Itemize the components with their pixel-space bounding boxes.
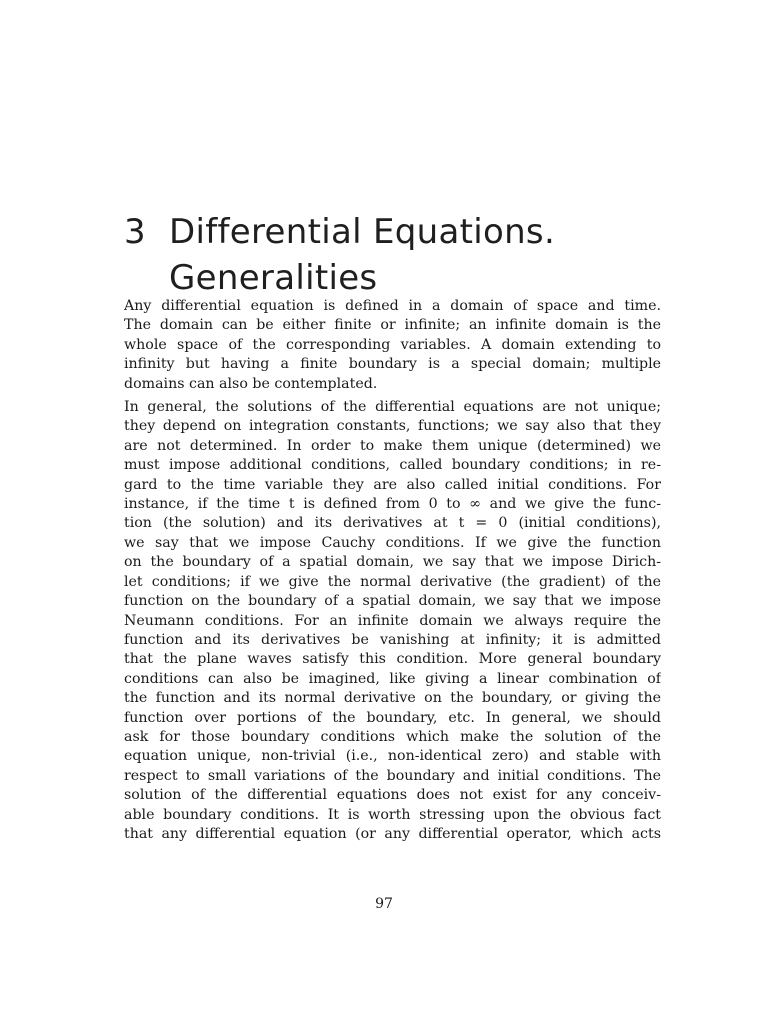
text-line: that the plane waves satisfy this condition. More general boundary	[124, 651, 661, 668]
text-line: In general, the solutions of the differential equations are not unique;	[124, 399, 661, 416]
text-line: infinity but having a finite boundary is a special domain; multiple	[124, 356, 661, 373]
page-number: 97	[375, 896, 393, 912]
text-line: conditions can also be imagined, like giving a linear combination of	[124, 670, 661, 687]
chapter-number: 3	[124, 211, 146, 252]
text-line: are not determined. In order to make them unique (determined) we	[124, 437, 661, 454]
text-line: gard to the time variable they are also called initial conditions. For	[124, 476, 661, 493]
text-line: on the boundary of a spatial domain, we say that we impose Dirich-	[124, 554, 661, 571]
text-line: solution of the differential equations does not exist for any conceiv-	[124, 787, 661, 804]
chapter-heading-row-1	[124, 209, 684, 255]
text-line: we say that we impose Cauchy conditions. If we give the function	[124, 534, 661, 551]
text-line: Neumann conditions. For an infinite domain we always require the	[124, 612, 661, 629]
text-line: they depend on integration constants, functions; we say also that they	[124, 418, 661, 435]
text-line: must impose additional conditions, called boundary conditions; in re-	[124, 457, 661, 474]
text-line: function and its derivatives be vanishing at infinity; it is admitted	[124, 631, 661, 648]
chapter-number-indent	[124, 255, 169, 301]
text-line: that any differential equation (or any differential operator, which acts	[124, 825, 661, 842]
paragraph-1	[124, 297, 661, 394]
text-line: Any differential equation is defined in a domain of space and time.	[124, 298, 661, 314]
text-line: able boundary conditions. It is worth stressing upon the obvious fact	[124, 806, 661, 823]
text-line: the function and its normal derivative on the boundary, or giving the	[124, 690, 661, 707]
text-line: tion (the solution) and its derivatives at t = 0 (initial conditions),	[124, 515, 661, 532]
text-line: domains can also be contemplated.	[124, 375, 378, 392]
text-line: let conditions; if we give the normal derivative (the gradient) of the	[124, 573, 661, 590]
text-line: function over portions of the boundary, etc. In general, we should	[124, 709, 661, 726]
text-line: whole space of the corresponding variables. A domain extending to	[124, 336, 661, 353]
chapter-title-line-1: Differential Equations.	[169, 211, 556, 252]
text-line: instance, if the time t is defined from 0 to ∞ and we give the func-	[124, 496, 661, 513]
chapter-heading-row-2	[124, 255, 684, 301]
text-line: The domain can be either finite or infinite; an infinite domain is the	[124, 317, 661, 334]
body-text	[124, 297, 661, 844]
paragraph-2	[124, 398, 661, 844]
text-line: function on the boundary of a spatial domain, we say that we impose	[124, 593, 661, 610]
chapter-heading	[124, 209, 684, 301]
text-line: equation unique, non-trivial (i.e., non-identical zero) and stable with	[124, 748, 661, 765]
text-line: ask for those boundary conditions which make the solution of the	[124, 728, 661, 745]
text-line: respect to small variations of the boundary and initial conditions. The	[124, 767, 661, 784]
chapter-title-line-2: Generalities	[169, 257, 378, 298]
